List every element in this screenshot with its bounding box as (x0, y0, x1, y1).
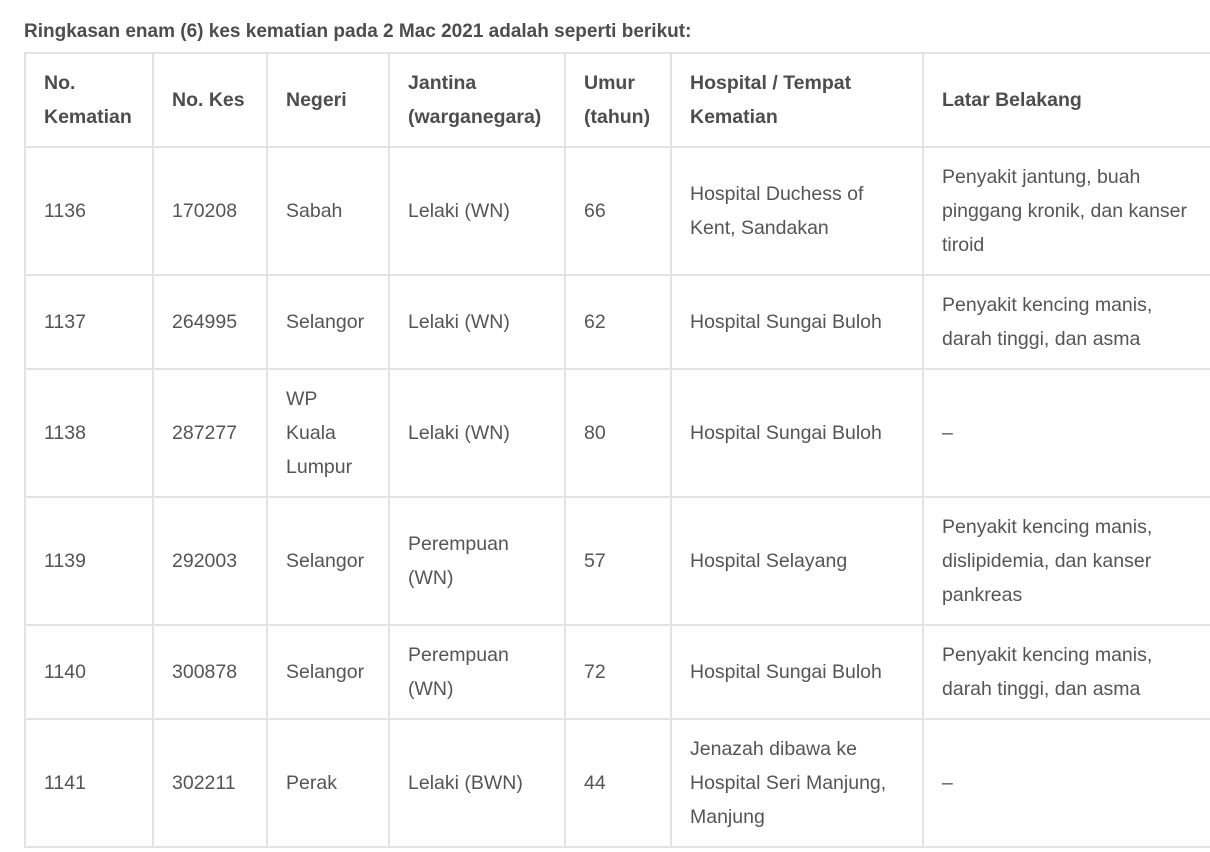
cell-latar-belakang: Penyakit kencing manis, darah tinggi, dan asma (923, 275, 1210, 369)
table-row (25, 625, 1210, 719)
table-row (25, 147, 1210, 275)
table-row (25, 719, 1210, 847)
header-no-kematian: No. Kematian (25, 53, 153, 147)
cell-latar-belakang: – (923, 719, 1210, 847)
cell-hospital: Hospital Sungai Buloh (671, 369, 923, 497)
header-latar-belakang: Latar Belakang (923, 53, 1210, 147)
table-row (25, 369, 1210, 497)
cell-latar-belakang: Penyakit jantung, buah pinggang kronik, dan kanser tiroid (923, 147, 1210, 275)
cell-latar-belakang: Penyakit kencing manis, dislipidemia, dan kanser pankreas (923, 497, 1210, 625)
cell-no-kematian: 1136 (25, 147, 153, 275)
header-no-kes: No. Kes (153, 53, 267, 147)
cell-negeri: Selangor (267, 625, 389, 719)
header-negeri: Negeri (267, 53, 389, 147)
deaths-table (24, 52, 1210, 848)
cell-no-kes: 300878 (153, 625, 267, 719)
intro-text: Ringkasan enam (6) kes kematian pada 2 Mac 2021 adalah seperti berikut: (24, 21, 692, 42)
cell-negeri: Selangor (267, 497, 389, 625)
header-jantina: Jantina (warganegara) (389, 53, 565, 147)
cell-negeri: Sabah (267, 147, 389, 275)
cell-no-kematian: 1140 (25, 625, 153, 719)
table-row (25, 497, 1210, 625)
cell-umur: 44 (565, 719, 671, 847)
cell-negeri: Perak (267, 719, 389, 847)
cell-hospital: Hospital Sungai Buloh (671, 275, 923, 369)
header-umur: Umur (tahun) (565, 53, 671, 147)
cell-no-kematian: 1137 (25, 275, 153, 369)
cell-negeri: WP Kuala Lumpur (267, 369, 389, 497)
cell-hospital: Hospital Selayang (671, 497, 923, 625)
cell-no-kes: 264995 (153, 275, 267, 369)
cell-no-kematian: 1138 (25, 369, 153, 497)
cell-jantina: Lelaki (WN) (389, 369, 565, 497)
cell-no-kes: 292003 (153, 497, 267, 625)
table-header-row (25, 53, 1210, 147)
cell-hospital: Hospital Duchess of Kent, Sandakan (671, 147, 923, 275)
cell-jantina: Lelaki (BWN) (389, 719, 565, 847)
cell-hospital: Jenazah dibawa ke Hospital Seri Manjung, Manjung (671, 719, 923, 847)
cell-hospital: Hospital Sungai Buloh (671, 625, 923, 719)
table-row (25, 275, 1210, 369)
cell-umur: 62 (565, 275, 671, 369)
cell-no-kematian: 1139 (25, 497, 153, 625)
cell-latar-belakang: Penyakit kencing manis, darah tinggi, dan asma (923, 625, 1210, 719)
cell-umur: 57 (565, 497, 671, 625)
cell-jantina: Lelaki (WN) (389, 275, 565, 369)
header-hospital: Hospital / Tempat Kematian (671, 53, 923, 147)
cell-jantina: Perempuan (WN) (389, 625, 565, 719)
cell-no-kes: 170208 (153, 147, 267, 275)
cell-no-kes: 302211 (153, 719, 267, 847)
cell-umur: 80 (565, 369, 671, 497)
cell-no-kes: 287277 (153, 369, 267, 497)
cell-jantina: Perempuan (WN) (389, 497, 565, 625)
cell-jantina: Lelaki (WN) (389, 147, 565, 275)
cell-umur: 72 (565, 625, 671, 719)
cell-no-kematian: 1141 (25, 719, 153, 847)
cell-latar-belakang: – (923, 369, 1210, 497)
cell-umur: 66 (565, 147, 671, 275)
cell-negeri: Selangor (267, 275, 389, 369)
